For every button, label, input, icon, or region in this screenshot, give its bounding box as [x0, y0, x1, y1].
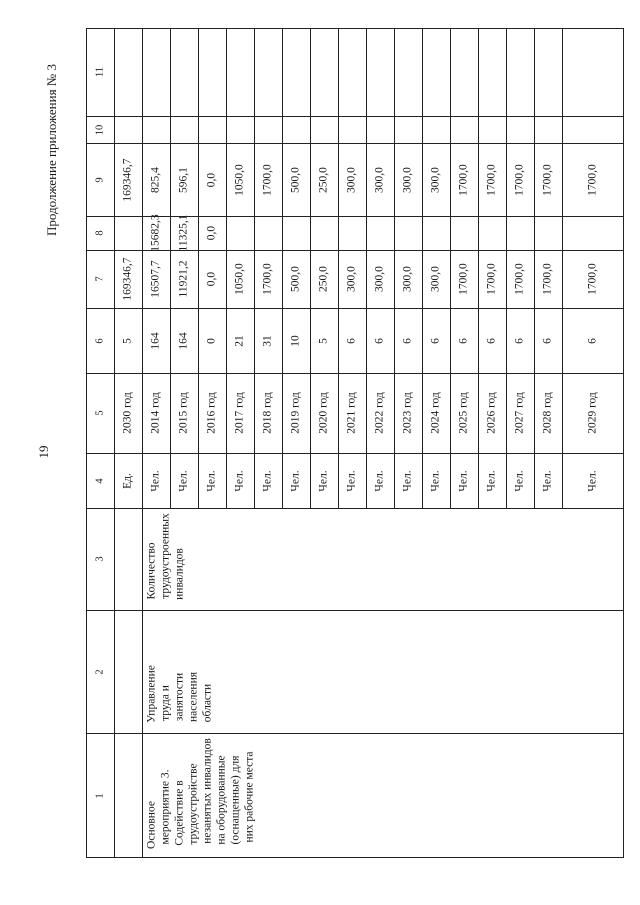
executor-text-line: труда и: [159, 685, 172, 722]
table-rule: [86, 28, 624, 29]
cell-year: 2029 год: [586, 392, 599, 434]
cell-c6: 5: [121, 337, 134, 344]
executor-text-line: занятости: [173, 672, 186, 722]
cell-c6: 21: [233, 334, 246, 347]
cell-year: 2015 год: [177, 392, 190, 434]
cell-unit: Чел.: [289, 469, 302, 492]
cell-unit: Чел.: [429, 469, 442, 492]
cell-unit: Чел.: [345, 469, 358, 492]
cell-c9: 300,0: [373, 166, 386, 193]
cell-c7: 1700,0: [485, 263, 498, 295]
cell-c9: 1700,0: [485, 163, 498, 196]
cell-c9: 1050,0: [233, 163, 246, 196]
cell-c9: 0,0: [205, 172, 218, 187]
cell-c9: 300,0: [345, 166, 358, 193]
column-number: 10: [94, 124, 106, 135]
table-rule: [86, 610, 624, 611]
cell-unit: Чел.: [177, 469, 190, 492]
cell-c8: 15682,3: [149, 214, 162, 252]
column-number: 6: [94, 337, 106, 344]
activity-text-line: Основное: [145, 801, 158, 850]
cell-unit: Чел.: [485, 469, 498, 492]
table-rule: [170, 28, 171, 508]
cell-c7: 300,0: [345, 266, 358, 292]
cell-c6: 6: [345, 337, 358, 344]
table-rule: [198, 28, 199, 508]
column-number: 7: [94, 276, 106, 282]
table-rule: [86, 453, 624, 454]
cell-c6: 6: [586, 337, 599, 344]
cell-year: 2025 год: [457, 392, 470, 434]
cell-unit: Чел.: [457, 469, 470, 492]
cell-c7: 1700,0: [261, 263, 274, 295]
column-number: 2: [94, 668, 106, 675]
cell-c6: 6: [373, 337, 386, 344]
cell-unit: Чел.: [149, 469, 162, 492]
cell-c9: 300,0: [401, 166, 414, 193]
executor-text-line: населения: [187, 672, 200, 723]
cell-c9: 169346,7: [121, 157, 134, 202]
cell-c7: 1700,0: [513, 263, 526, 295]
table-rule: [506, 28, 507, 508]
cell-c6: 164: [149, 331, 162, 350]
cell-c7: 300,0: [373, 266, 386, 292]
cell-c9: 596,1: [177, 166, 190, 193]
table-rule: [86, 857, 624, 858]
cell-c9: 1700,0: [457, 163, 470, 196]
cell-c8: 11325,1: [177, 214, 190, 252]
cell-c9: 1700,0: [541, 163, 554, 196]
table-rule: [338, 28, 339, 508]
table-rule: [142, 508, 143, 858]
cell-c9: 825,4: [149, 166, 162, 193]
cell-c9: 300,0: [429, 166, 442, 193]
indicator-text-line: инвалидов: [173, 548, 186, 600]
cell-c8: 0,0: [205, 225, 218, 241]
table-rule: [86, 733, 624, 734]
table-rule: [366, 28, 367, 508]
cell-c7: 500,0: [289, 266, 302, 292]
cell-c6: 10: [289, 334, 302, 347]
cell-year: 2024 год: [429, 392, 442, 434]
table-rule: [422, 28, 423, 508]
column-number: 1: [94, 792, 106, 799]
indicator-text-line: трудоустроенных: [159, 512, 172, 599]
cell-c9: 1700,0: [513, 163, 526, 196]
cell-unit: Ед.: [121, 472, 134, 489]
cell-year: 2028 год: [541, 392, 554, 434]
cell-unit: Чел.: [317, 469, 330, 492]
column-number: 3: [94, 556, 106, 562]
table-rule: [86, 308, 624, 309]
table-rule: [86, 250, 624, 251]
cell-c7: 0,0: [205, 271, 218, 287]
table-rule: [394, 28, 395, 508]
cell-unit: Чел.: [205, 469, 218, 492]
activity-text-line: них рабочие места: [243, 751, 256, 843]
cell-year: 2019 год: [289, 392, 302, 434]
cell-unit: Чел.: [373, 469, 386, 492]
cell-c7: 300,0: [429, 266, 442, 292]
table-rule: [226, 28, 227, 508]
cell-unit: Чел.: [513, 469, 526, 492]
executor-text-line: Управление: [145, 665, 158, 723]
cell-year: 2026 год: [485, 392, 498, 434]
column-number: 9: [94, 176, 106, 183]
table-rule: [562, 28, 563, 508]
column-number: 8: [94, 230, 106, 236]
cell-year: 2022 год: [373, 392, 386, 434]
table-rule: [534, 28, 535, 508]
table-rule: [450, 28, 451, 508]
table-rule: [142, 28, 143, 508]
activity-text-line: Содействие в: [173, 780, 186, 846]
cell-c6: 0: [205, 337, 218, 344]
activity-text-line: незанятых инвалидов: [201, 738, 214, 844]
cell-year: 2018 год: [261, 392, 274, 434]
activity-text-line: (оснащенные) для: [229, 755, 242, 845]
table-rule: [86, 508, 624, 509]
cell-c6: 6: [429, 337, 442, 344]
appendix-title: Продолжение приложения № 3: [44, 64, 59, 236]
table-rule: [86, 373, 624, 374]
cell-c7: 1700,0: [541, 263, 554, 295]
cell-c6: 6: [457, 337, 470, 344]
column-number: 11: [94, 66, 106, 78]
cell-year: 2014 год: [149, 392, 162, 434]
table-rule: [114, 28, 115, 858]
data-table: [86, 28, 624, 858]
cell-c9: 250,0: [317, 166, 330, 193]
cell-c6: 164: [177, 331, 190, 350]
table-rule: [86, 116, 624, 117]
cell-c6: 6: [513, 337, 526, 344]
cell-c6: 6: [401, 337, 414, 344]
table-rule: [310, 28, 311, 508]
cell-year: 2016 год: [205, 392, 218, 434]
cell-c9: 1700,0: [261, 163, 274, 196]
column-number: 5: [94, 410, 106, 416]
cell-unit: Чел.: [586, 469, 599, 492]
executor-text-line: области: [201, 684, 214, 723]
cell-unit: Чел.: [541, 469, 554, 492]
cell-year: 2030 год: [121, 392, 134, 434]
cell-c6: 5: [317, 337, 330, 344]
activity-text-line: на оборудованные: [215, 755, 228, 846]
table-rule: [254, 28, 255, 508]
cell-c9: 500,0: [289, 166, 302, 193]
indicator-text-line: Количество: [145, 542, 158, 600]
cell-c6: 31: [261, 334, 274, 347]
activity-text-line: трудоустройстве: [187, 762, 200, 845]
column-number: 4: [94, 477, 106, 484]
cell-unit: Чел.: [401, 469, 414, 492]
cell-c7: 1700,0: [586, 263, 599, 295]
cell-c7: 11921,2: [177, 260, 190, 298]
cell-year: 2020 год: [317, 392, 330, 434]
cell-year: 2021 год: [345, 392, 358, 434]
cell-year: 2023 год: [401, 392, 414, 434]
cell-unit: Чел.: [261, 469, 274, 492]
table-rule: [86, 143, 624, 144]
cell-c7: 169346,7: [121, 257, 134, 301]
cell-c7: 300,0: [401, 266, 414, 292]
cell-c7: 1050,0: [233, 263, 246, 295]
cell-year: 2017 год: [233, 392, 246, 434]
page-number: 19: [36, 445, 51, 459]
cell-c9: 1700,0: [586, 163, 599, 196]
table-rule: [478, 28, 479, 508]
table-rule: [282, 28, 283, 508]
cell-c7: 16507,7: [149, 260, 162, 298]
cell-c6: 6: [541, 337, 554, 344]
cell-c7: 250,0: [317, 266, 330, 292]
cell-year: 2027 год: [513, 392, 526, 434]
activity-text-line: мероприятие 3.: [159, 769, 172, 845]
table-rule: [86, 216, 624, 217]
cell-c6: 6: [485, 337, 498, 344]
cell-c7: 1700,0: [457, 263, 470, 295]
cell-unit: Чел.: [233, 469, 246, 492]
